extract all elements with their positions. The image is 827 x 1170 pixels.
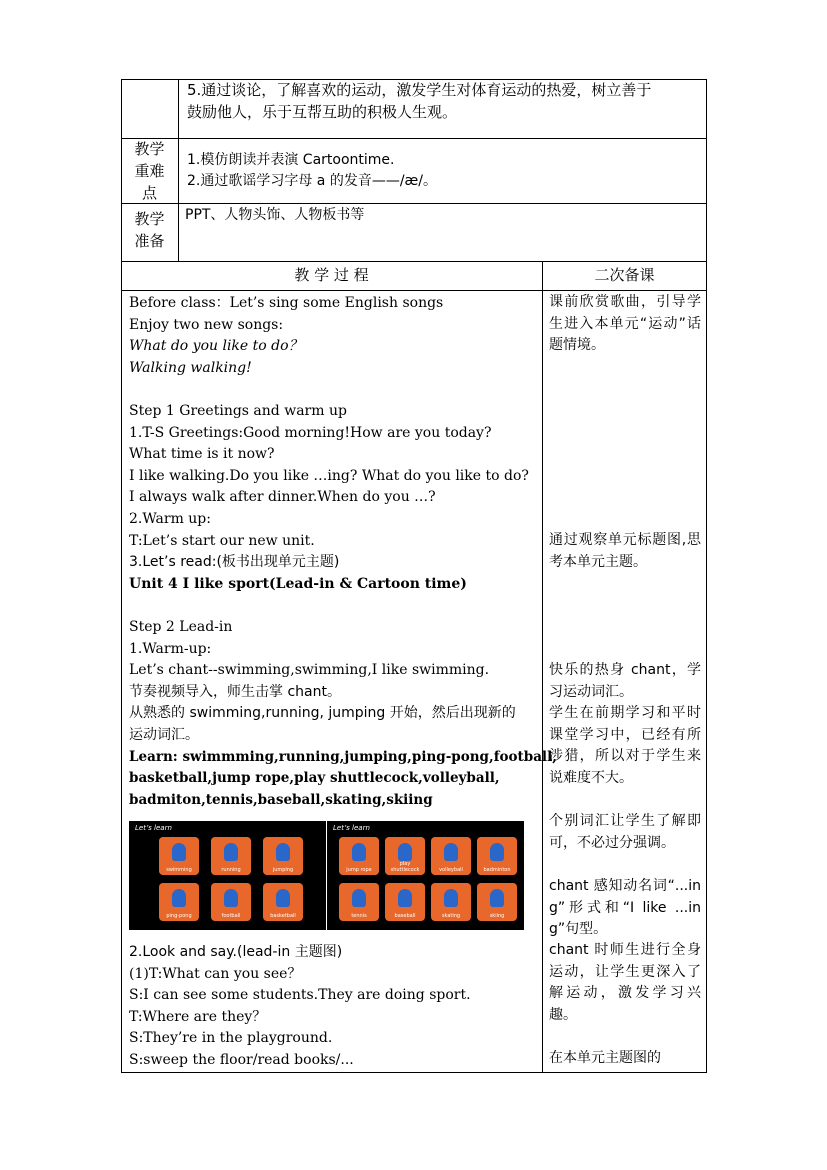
note-song-intro: 课前欣赏歌曲，引导学生进入本单元“运动”话题情境。 — [549, 294, 701, 354]
song-title: What do you like to do？ — [129, 338, 303, 355]
key-point-2: 2.通过歌谣学习字母 a 的发音——/æ/。 — [187, 173, 438, 189]
sport-figure-icon — [276, 889, 290, 907]
tile-label: baseball — [394, 913, 416, 919]
vocab-tile — [431, 883, 471, 921]
process-line: S:sweep the floor/read books/... — [129, 1052, 354, 1068]
tile-label: jump rope — [346, 867, 372, 873]
sport-figure-icon — [172, 889, 186, 907]
process-line: I like walking.Do you like …ing? What do you like to do? — [129, 467, 529, 484]
sport-figure-icon — [224, 889, 238, 907]
process-line: What time is it now? — [129, 446, 275, 463]
sport-figure-icon — [352, 843, 366, 861]
process-header: 教 学 过 程 — [294, 266, 369, 284]
note-vocab: 个别词汇让学生了解即可，不必过分强调。 — [549, 813, 701, 851]
process-line: S:I can see some students.They are doing sport. — [129, 987, 471, 1004]
key-point-1: 1.模仿朗读并表演 Cartoontime. — [187, 152, 395, 168]
vocab-tile — [385, 837, 425, 875]
sport-figure-icon — [224, 843, 238, 861]
prep-label-line: 教学 — [134, 210, 165, 228]
tile-label: swimming — [166, 867, 192, 873]
process-line: 2.Warm up: — [129, 511, 211, 527]
process-line: Enjoy two new songs: — [129, 316, 284, 333]
col-divider — [542, 261, 543, 1073]
process-line: 1.T-S Greetings:Good morning!How are you today? — [129, 424, 492, 441]
col-divider — [178, 79, 179, 262]
tile-label: tennis — [351, 913, 367, 919]
tile-label: football — [221, 913, 241, 919]
row-divider — [121, 261, 707, 262]
vocab-tile — [263, 837, 303, 875]
picture-title: Let’s learn — [333, 824, 370, 832]
tile-label: ping-pong — [166, 913, 192, 919]
vocab-tile — [263, 883, 303, 921]
vocab-tile — [385, 883, 425, 921]
vocab-line: Learn: swimmming,running,jumping,ping-pong,football, — [129, 748, 557, 765]
song-title: Walking walking! — [129, 359, 252, 376]
tile-label: running — [221, 867, 241, 873]
note-ing-form: chant 感知动名词“...ing”形式和“I like ...ing”句型。 — [549, 878, 701, 938]
process-line: T:Let’s start our new unit. — [129, 532, 315, 549]
process-line: Step 1 Greetings and warm up — [129, 403, 347, 419]
tile-label: badminton — [483, 867, 511, 873]
goal5-line1: 5.通过谈论，了解喜欢的运动，激发学生对体育运动的热爱，树立善于 — [187, 81, 652, 99]
key-label-line: 重难 — [134, 162, 165, 180]
note-unit-title: 通过观察单元标题图,思考本单元主题。 — [549, 532, 701, 570]
row-divider — [121, 290, 707, 291]
vocab-line: badmiton,tennis,baseball,skating,skiing — [129, 791, 433, 808]
vocab-tile — [339, 883, 379, 921]
process-line: Step 2 Lead-in — [129, 619, 233, 635]
sport-figure-icon — [398, 843, 412, 861]
tile-label: skiing — [489, 913, 505, 919]
process-line: I always walk after dinner.When do you …? — [129, 489, 436, 506]
tile-label: jumping — [272, 867, 294, 873]
sport-figure-icon — [172, 843, 186, 861]
lets-learn-picture-right — [327, 821, 524, 930]
row-divider — [121, 203, 707, 204]
process-line: 从熟悉的 swimming,running, jumping 开始，然后出现新的 — [129, 705, 516, 722]
tile-label: volleyball — [439, 867, 463, 873]
vocab-tile — [211, 837, 251, 875]
process-line: 1.Warm-up: — [129, 640, 212, 657]
sport-figure-icon — [276, 843, 290, 861]
vocab-tile — [159, 837, 199, 875]
preparation-label — [121, 208, 178, 252]
vocab-tile — [431, 837, 471, 875]
note-chant: 快乐的热身 chant，学习运动词汇。 — [549, 662, 701, 700]
process-line: (1)T:What can you see？ — [129, 965, 302, 982]
vocab-tile — [211, 883, 251, 921]
vocab-line: basketball,jump rope,play shuttlecock,volleyball, — [129, 770, 500, 787]
prep-label-line: 准备 — [134, 232, 165, 250]
process-line: 运动词汇。 — [129, 727, 199, 743]
process-line: 节奏视频导入，师生击掌 chant。 — [129, 683, 341, 700]
note-difficulty: 学生在前期学习和平时课堂学习中，已经有所涉猎，所以对于学生来说难度不大。 — [549, 705, 701, 786]
process-line: Let’s chant--swimming,swimming,I like swimming. — [129, 662, 490, 679]
note-theme-picture: 在本单元主题图的 — [549, 1050, 661, 1066]
tile-label: play shuttlecock — [390, 861, 420, 873]
vocab-tile — [339, 837, 379, 875]
sport-figure-icon — [490, 889, 504, 907]
tile-label: skating — [441, 913, 461, 919]
vocab-tile — [159, 883, 199, 921]
goal5-line2: 鼓励他人，乐于互帮互助的积极人生观。 — [187, 103, 458, 121]
sport-figure-icon — [490, 843, 504, 861]
unit-title: Unit 4 I like sport(Lead-in & Cartoon time) — [129, 575, 467, 592]
note-movement: chant 时师生进行全身运动，让学生更深入了解运动，激发学习兴趣。 — [549, 942, 701, 1023]
vocab-tile — [477, 883, 517, 921]
sport-figure-icon — [444, 843, 458, 861]
second-plan-header: 二次备课 — [594, 266, 655, 284]
process-line: T:Where are they？ — [129, 1008, 267, 1025]
sport-figure-icon — [398, 889, 412, 907]
tile-label: basketball — [270, 913, 296, 919]
key-points-label — [121, 138, 178, 204]
key-label-line: 教学 — [134, 140, 165, 158]
sport-figure-icon — [444, 889, 458, 907]
process-line: Before class：Let’s sing some English songs — [129, 295, 444, 311]
process-line: S:They’re in the playground. — [129, 1030, 333, 1047]
process-line: 2.Look and say.(lead-in 主题图) — [129, 944, 343, 960]
vocab-tile — [477, 837, 517, 875]
key-label-line: 点 — [141, 184, 157, 202]
lets-learn-picture-left — [129, 821, 326, 930]
preparation-text: PPT、人物头饰、人物板书等 — [185, 207, 365, 223]
process-line: 3.Let’s read:(板书出现单元主题) — [129, 554, 340, 571]
sport-figure-icon — [352, 889, 366, 907]
picture-title: Let’s learn — [135, 824, 172, 832]
row-divider — [121, 138, 707, 139]
